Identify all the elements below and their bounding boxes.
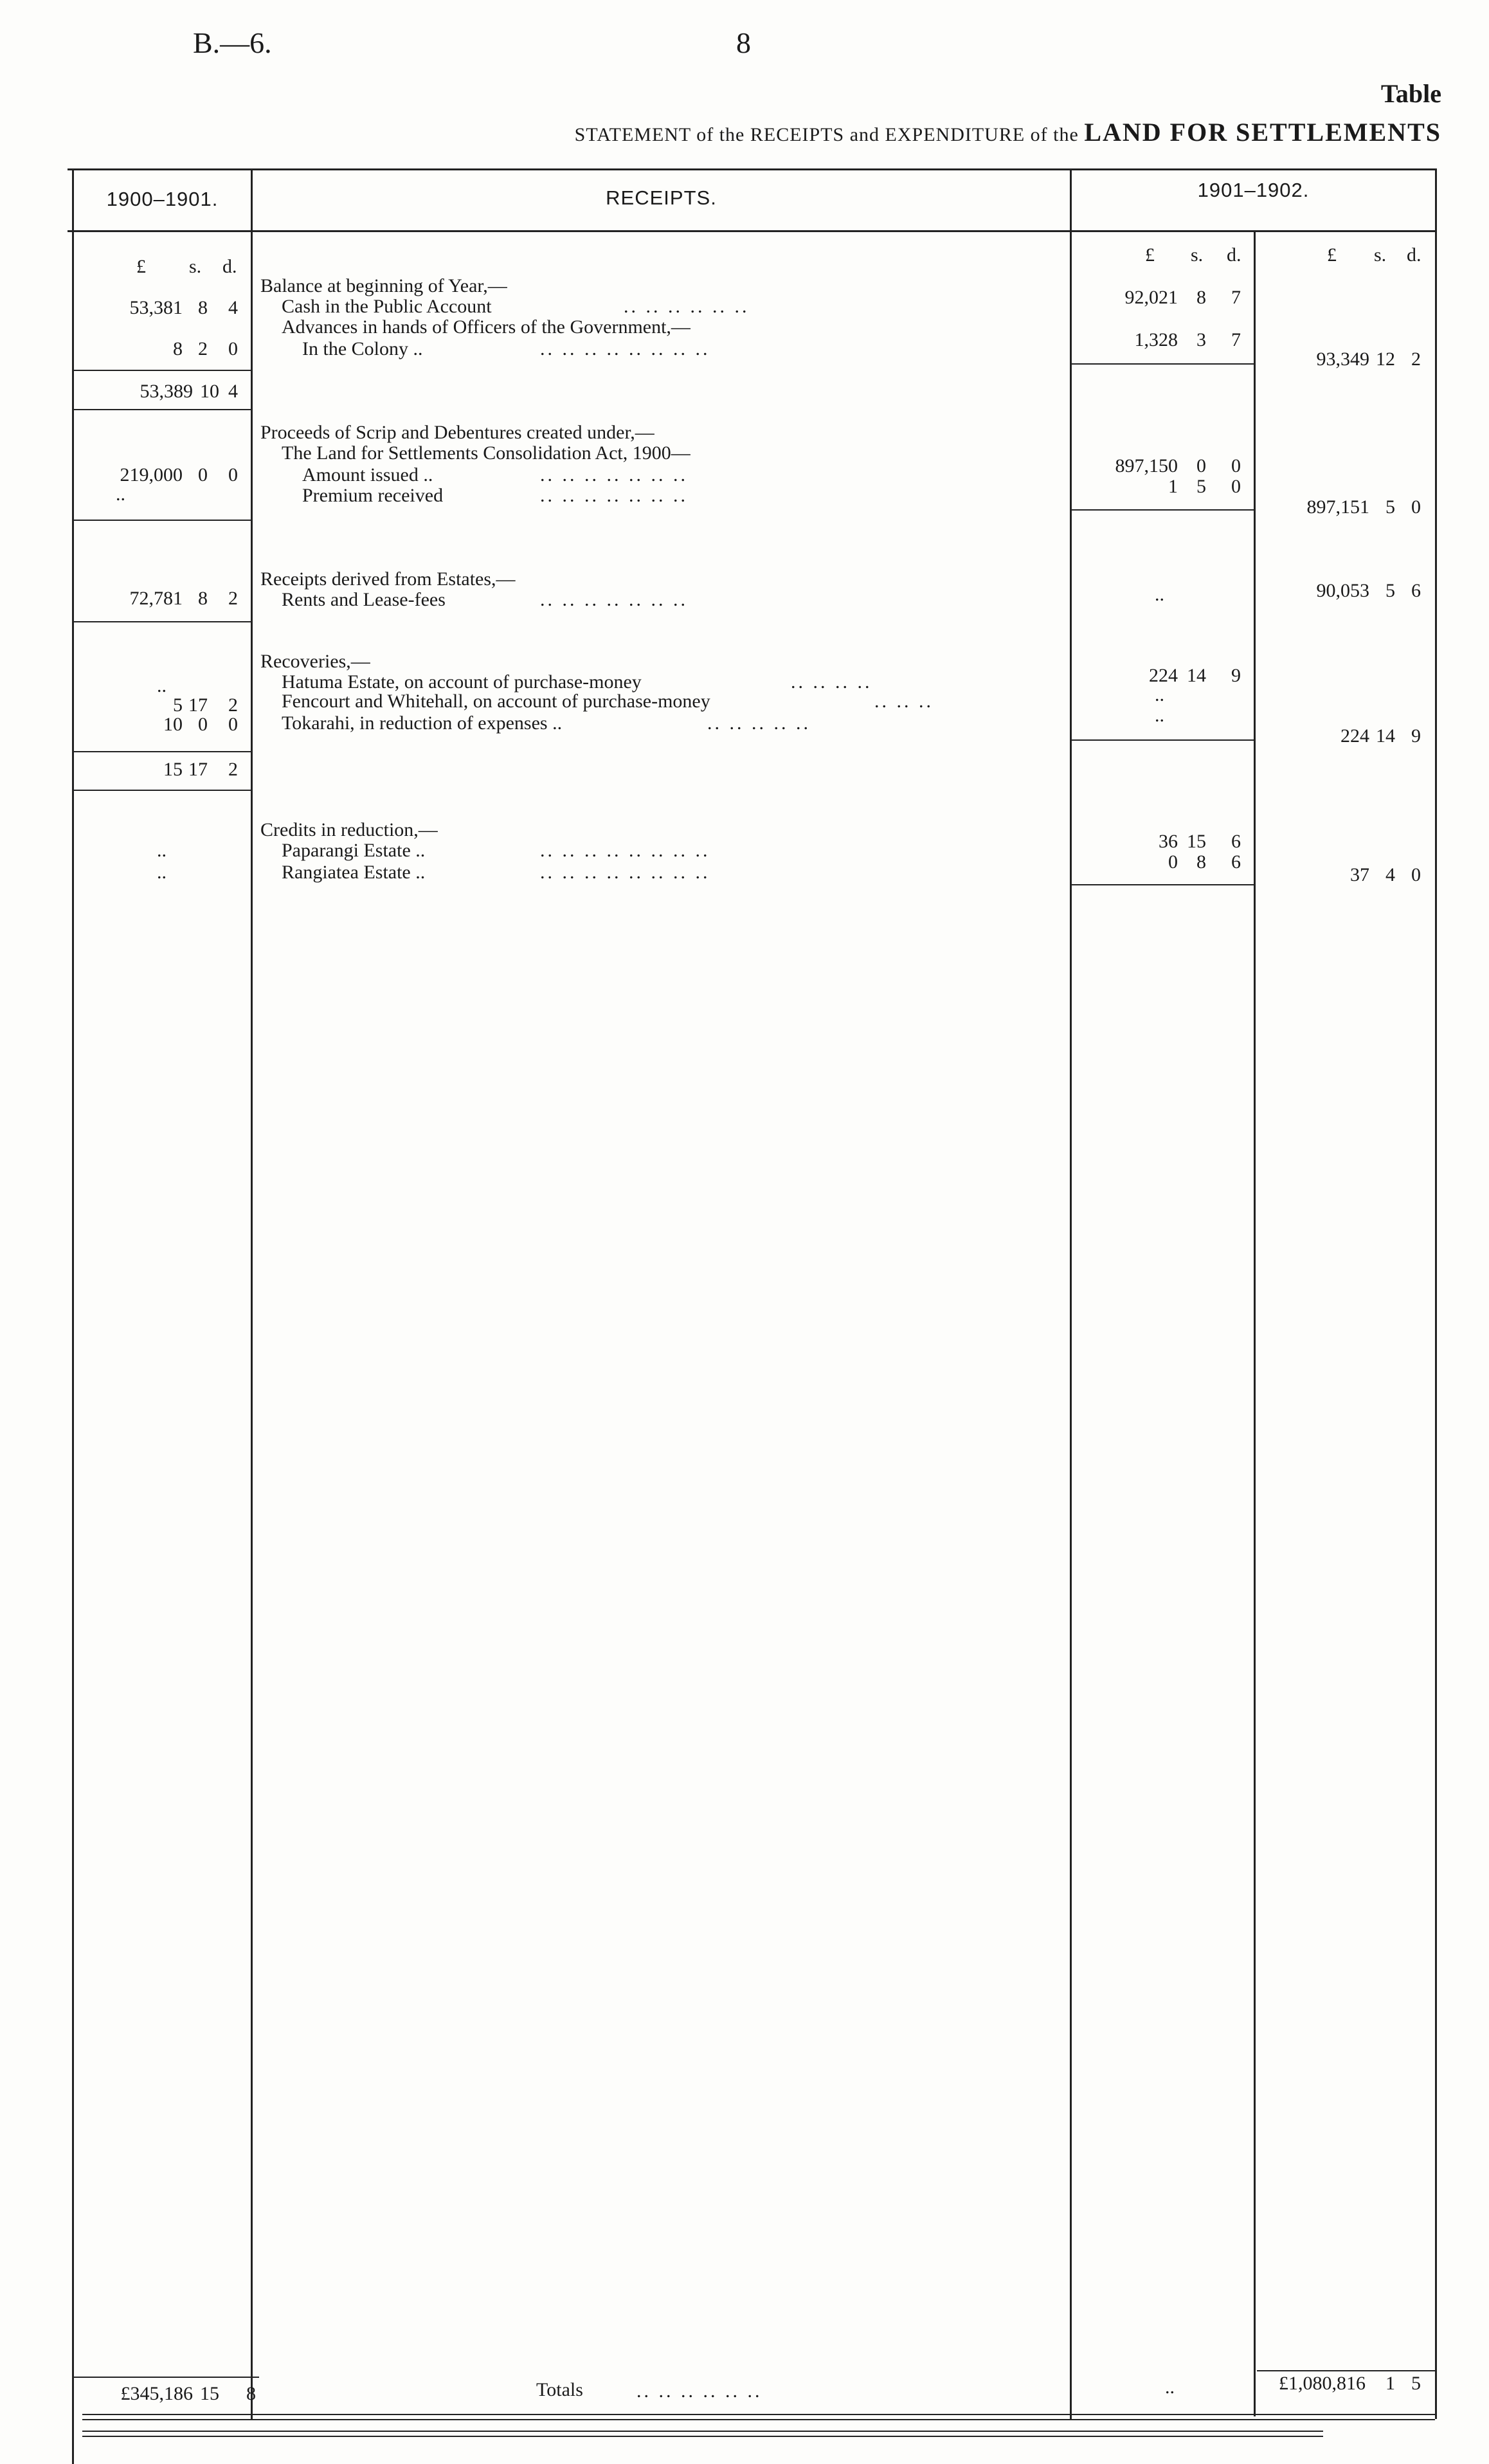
column-header-1901-1902: 1901–1902. xyxy=(1197,179,1310,201)
advances-label: Advances in hands of Officers of the Government,— xyxy=(282,316,690,338)
prior-premium-empty: .. xyxy=(116,484,125,505)
unit-pence-totals: d. xyxy=(1407,244,1421,266)
shillings: 5 xyxy=(1385,580,1395,601)
pence: 8 xyxy=(246,2383,256,2404)
recoveries-heading: Recoveries,— xyxy=(260,651,370,672)
unit-pound-items: £ xyxy=(1145,244,1155,266)
leader-dots: .. .. .. .. .. .. .. .. xyxy=(540,840,710,861)
shillings: 8 xyxy=(198,588,208,609)
rangiatea-label: Rangiatea Estate .. xyxy=(282,862,426,883)
totals-rule xyxy=(74,2377,259,2378)
shillings: 14 xyxy=(1376,725,1395,747)
statement-subject: LAND FOR SETTLEMENTS xyxy=(1084,118,1441,147)
bottom-double-rule xyxy=(82,2436,1323,2437)
column-divider-receipts xyxy=(1070,168,1072,2419)
statement-prefix: STATEMENT of the RECEIPTS and EXPENDITURE of the xyxy=(574,124,1079,145)
prior-rangiatea-empty: .. xyxy=(157,862,167,883)
subtotal-rule xyxy=(1072,739,1254,741)
pounds: 897,151 xyxy=(1306,496,1369,518)
subtotal-rule xyxy=(74,751,251,752)
shillings: 2 xyxy=(198,338,208,359)
leader-dots: .. .. .. .. .. .. xyxy=(624,296,750,317)
column-divider-prior xyxy=(251,168,253,2419)
pence: 0 xyxy=(1411,496,1421,518)
unit-pence-prior: d. xyxy=(222,256,237,277)
shillings: 17 xyxy=(188,759,208,780)
shillings: 0 xyxy=(198,464,208,485)
shillings: 15 xyxy=(200,2383,219,2404)
totals-label: Totals xyxy=(536,2379,583,2400)
document-reference: B.—6. xyxy=(193,26,272,59)
leader-dots: .. .. .. .. .. .. .. .. xyxy=(540,862,710,883)
shillings: 14 xyxy=(1187,665,1206,686)
pounds: 15 xyxy=(163,759,183,780)
current-tokarahi-empty: .. xyxy=(1155,705,1164,726)
shillings: 0 xyxy=(198,714,208,735)
shillings: 8 xyxy=(1196,851,1206,873)
shillings: 17 xyxy=(188,694,208,716)
current-rents-empty: .. xyxy=(1155,584,1164,605)
colony-label: In the Colony .. xyxy=(302,338,423,359)
leader-dots: .. .. .. .. xyxy=(791,671,872,693)
table-right-border xyxy=(1435,168,1437,2419)
shillings: 1 xyxy=(1385,2373,1395,2394)
amount-issued-label: Amount issued .. xyxy=(302,464,433,485)
pence: 4 xyxy=(228,381,238,402)
pence: 0 xyxy=(228,714,238,735)
leader-dots: .. .. .. .. .. .. .. xyxy=(540,589,688,610)
unit-pound-prior: £ xyxy=(136,256,146,277)
unit-shilling-totals: s. xyxy=(1374,244,1387,266)
prior-hatuma-empty: .. xyxy=(157,675,167,696)
table-label: Table xyxy=(1380,79,1441,108)
shillings: 3 xyxy=(1196,329,1206,350)
shillings: 10 xyxy=(200,381,219,402)
bottom-double-rule xyxy=(82,2431,1323,2432)
leader-dots: .. .. .. .. .. .. .. .. xyxy=(540,338,710,359)
pounds: 219,000 xyxy=(120,464,183,485)
page-number: 8 xyxy=(736,26,751,59)
pence: 5 xyxy=(1411,2373,1421,2394)
shillings: 8 xyxy=(198,297,208,318)
pounds: 72,781 xyxy=(129,588,183,609)
pounds: 53,381 xyxy=(129,297,183,318)
proceeds-heading: Proceeds of Scrip and Debentures created under,— xyxy=(260,422,654,443)
credits-heading: Credits in reduction,— xyxy=(260,819,438,840)
rents-label: Rents and Lease-fees xyxy=(282,589,446,610)
leader-dots: .. .. .. .. .. .. .. xyxy=(540,464,688,485)
subtotal-rule xyxy=(1072,884,1254,885)
pounds: £1,080,816 xyxy=(1279,2373,1366,2394)
shillings: 5 xyxy=(1385,496,1395,518)
shillings: 12 xyxy=(1376,349,1395,370)
unit-shilling-items: s. xyxy=(1191,244,1204,266)
table-top-rule xyxy=(68,168,1437,170)
shillings: 4 xyxy=(1385,864,1395,885)
paparangi-label: Paparangi Estate .. xyxy=(282,840,426,861)
pounds: 53,389 xyxy=(140,381,193,402)
pounds: £345,186 xyxy=(120,2383,193,2404)
pence: 7 xyxy=(1231,287,1241,308)
leader-dots: .. .. .. .. .. .. xyxy=(636,2380,763,2402)
pounds: 37 xyxy=(1350,864,1369,885)
unit-shilling-prior: s. xyxy=(189,256,202,277)
pence: 2 xyxy=(228,759,238,780)
pence: 0 xyxy=(1231,476,1241,497)
pounds: 5 xyxy=(173,694,183,716)
current-items-total-empty: .. xyxy=(1165,2377,1175,2398)
shillings: 0 xyxy=(1196,455,1206,476)
subtotal-rule xyxy=(74,370,251,371)
pounds: 8 xyxy=(173,338,183,359)
pence: 6 xyxy=(1411,580,1421,601)
pence: 0 xyxy=(1231,455,1241,476)
subtotal-rule xyxy=(74,520,251,521)
cash-label: Cash in the Public Account xyxy=(282,296,492,317)
subtotal-rule xyxy=(74,409,251,410)
bottom-double-rule xyxy=(82,2419,1435,2420)
pence: 7 xyxy=(1231,329,1241,350)
header-bottom-rule xyxy=(68,230,1437,232)
column-divider-items xyxy=(1254,230,1256,2416)
statement-title xyxy=(575,117,1441,147)
pence: 2 xyxy=(228,694,238,716)
pence: 0 xyxy=(228,464,238,485)
pence: 9 xyxy=(1411,725,1421,747)
leader-dots: .. .. .. .. .. xyxy=(707,712,811,734)
subtotal-rule xyxy=(1072,363,1254,365)
pence: 4 xyxy=(228,297,238,318)
unit-pence-items: d. xyxy=(1227,244,1241,266)
leader-dots: .. .. .. xyxy=(874,691,934,712)
act-label: The Land for Settlements Consolidation Act, 1900— xyxy=(282,442,690,464)
subtotal-rule xyxy=(74,621,251,622)
unit-pound-totals: £ xyxy=(1327,244,1337,266)
shillings: 8 xyxy=(1196,287,1206,308)
pounds: 92,021 xyxy=(1124,287,1178,308)
bottom-double-rule xyxy=(82,2414,1435,2415)
shillings: 5 xyxy=(1196,476,1206,497)
pence: 2 xyxy=(228,588,238,609)
current-fencourt-empty: .. xyxy=(1155,684,1164,705)
pounds: 90,053 xyxy=(1316,580,1369,601)
column-header-1900-1901: 1900–1901. xyxy=(106,188,219,210)
balance-heading: Balance at beginning of Year,— xyxy=(260,275,507,296)
shillings: 15 xyxy=(1187,831,1206,852)
pounds: 1,328 xyxy=(1134,329,1178,350)
premium-label: Premium received xyxy=(302,485,444,506)
table-left-border xyxy=(72,168,74,2464)
totals-rule xyxy=(1257,2370,1435,2371)
pounds: 36 xyxy=(1159,831,1178,852)
leader-dots: .. .. .. .. .. .. .. xyxy=(540,485,688,506)
pounds: 10 xyxy=(163,714,183,735)
subtotal-rule xyxy=(1072,509,1254,511)
prior-paparangi-empty: .. xyxy=(157,840,167,861)
pence: 6 xyxy=(1231,851,1241,873)
pounds: 224 xyxy=(1340,725,1369,747)
fencourt-label: Fencourt and Whitehall, on account of purchase-money xyxy=(282,691,710,712)
pounds: 0 xyxy=(1168,851,1178,873)
pence: 0 xyxy=(228,338,238,359)
estates-heading: Receipts derived from Estates,— xyxy=(260,568,516,590)
pounds: 897,150 xyxy=(1115,455,1178,476)
pounds: 224 xyxy=(1149,665,1178,686)
pounds: 1 xyxy=(1168,476,1178,497)
pence: 6 xyxy=(1231,831,1241,852)
pounds: 93,349 xyxy=(1316,349,1369,370)
pence: 9 xyxy=(1231,665,1241,686)
hatuma-label: Hatuma Estate, on account of purchase-money xyxy=(282,671,642,693)
column-header-receipts: RECEIPTS. xyxy=(606,186,717,209)
pence: 0 xyxy=(1411,864,1421,885)
subtotal-rule xyxy=(74,790,251,791)
pence: 2 xyxy=(1411,349,1421,370)
tokarahi-label: Tokarahi, in reduction of expenses .. xyxy=(282,712,563,734)
